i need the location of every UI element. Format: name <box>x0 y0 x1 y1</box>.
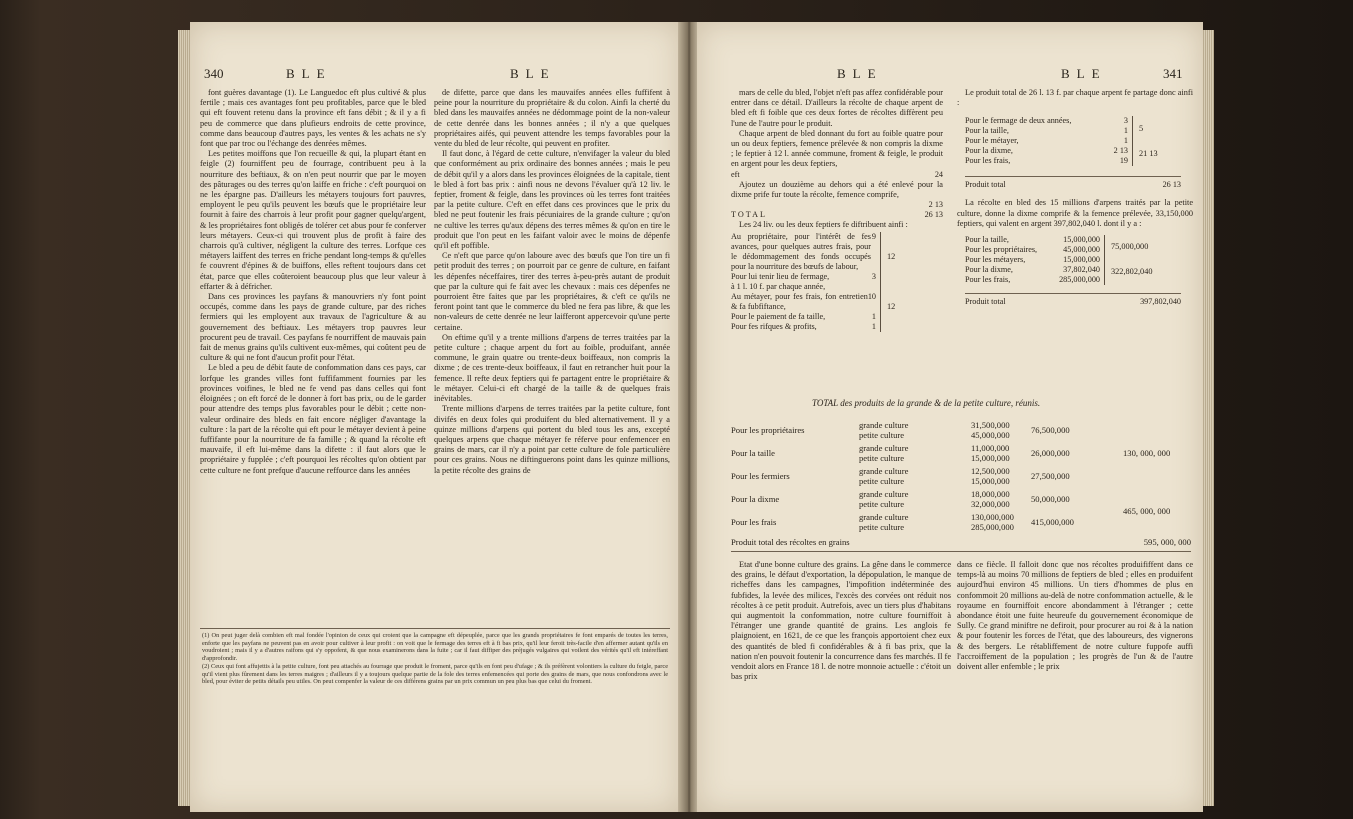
running-head: BLE <box>1061 66 1107 81</box>
text-column-2 <box>434 88 670 648</box>
grande-label: grande culture <box>859 443 909 453</box>
running-head: BLE <box>510 66 556 81</box>
list-value: 2 13 <box>1113 146 1128 156</box>
total-value: 26 13 <box>924 210 943 220</box>
total-label: Produit total <box>965 297 1006 307</box>
petite-value: 32,000,000 <box>971 499 1010 509</box>
paragraph: Il faut donc, à l'égard de cette culture, n'envifager la valeur du bled que conformément au prix ordinaire des bonnes années ; mais le peu de débit qu'il y a alors dans les provinces éloignées de la capitale, tient le bled à fort bas prix : ainfi nous ne devons l'évaluer qu'à 12 liv. le feptier, froment & feigle, dans les provinces où les terres font traitées par la petite culture. C'eft en effet dans ces provinces que le prix du bled ne peut foutenir les frais pécuniaires de la grande culture ; qu'on ne cultive les terres qu'aux dépens des terres mêmes & qu'on en tire le produit que l'on peut en les faifant valoir avec le moins de dépenfe qu'il eft poffible. <box>434 149 670 251</box>
group-sum: 21 13 <box>1139 148 1158 158</box>
list-value: 15,000,000 <box>1063 235 1100 245</box>
paragraph: Les 24 liv. ou les deux feptiers fe diftribuent ainfi : <box>739 220 908 230</box>
millions-list <box>965 235 1193 285</box>
list-value: 37,802,040 <box>1063 265 1100 275</box>
petite-label: petite culture <box>859 476 905 486</box>
table-row <box>731 420 1191 442</box>
total-label: TOTAL <box>731 210 768 220</box>
footnote-rule <box>200 628 670 629</box>
grande-value: 130,000,000 <box>971 512 1014 522</box>
table-final-row <box>731 537 1191 547</box>
total-value: 397,802,040 <box>1140 297 1181 307</box>
text-column-2 <box>957 88 1193 416</box>
list-value: 1 <box>871 312 876 322</box>
petite-label: petite culture <box>859 522 905 532</box>
list-item: Pour la dixme, <box>965 146 1013 156</box>
list-item: Pour les frais, <box>965 156 1011 166</box>
value-line <box>731 200 943 220</box>
total-label: Produit total <box>965 180 1006 190</box>
footnote: (1) On peut juger delà combien eft mal fondée l'opinion de ceux qui croient que la campagne eft dépeuplée, parce que les grands propriétaires fe font emparés de toutes les terres, enforte que les payfans ne peuvent pas en avoir pour cultiver à leur profit : on voit que le fermage des terres eft à fi bas prix, qu'il leur feroit très-facile d'en affermer autant qu'ils en voudroient ; mais il y a d'autres raifons qui s'y oppofent, & que nous examinerons dans la fuite ; car il faut diffiper des préjugés vulgaires qui voilent des vérités qu'il eft intéreffant d'approfondir. <box>202 632 668 663</box>
group-sum: 130, 000, 000 <box>1123 448 1171 458</box>
text-column-1 <box>731 88 943 416</box>
row-label: Pour la taille <box>731 448 775 458</box>
list-item: Pour les frais, <box>965 275 1011 285</box>
list-value: 285,000,000 <box>1059 275 1100 285</box>
list-item: Au métayer, pour fes frais, fon entretien & fa fubfiftance, <box>731 292 868 312</box>
list-value: 45,000,000 <box>1063 245 1100 255</box>
list-item: Pour les métayers, <box>965 255 1026 265</box>
grande-label: grande culture <box>859 489 909 499</box>
list-item: Au propriétaire, pour l'intérêt de fes avances, pour quelques autres frais, pour le dédommagement des fonds occupés pour la nourriture des bœufs de labour, <box>731 232 871 272</box>
paragraph: Ce n'eft que parce qu'on laboure avec des bœufs que l'on tire un fi petit produit des terres ; on pourroit par ce genre de culture, en faifant les dépenfes néceffaires, tirer des terres à-peu-près autant de produit que par la culture qui fe fait avec les chevaux : mais ces dépenfes ne pourroient être faites que par les propriétaires, & c'eft ce qu'ils ne feront point tant que le commerce du bled ne fera pas libre, & que les non-valeurs de cette denrée ne leur laifferont appercevoir qu'une perte certaine. <box>434 251 670 332</box>
page-number: 341 <box>1163 66 1183 81</box>
group-sum: 322,802,040 <box>1111 267 1153 277</box>
grande-label: grande culture <box>859 420 909 430</box>
paragraph: dans ce fiècle. Il falloit donc que nos récoltes produififfent dans ce temps-là au moins 70 millions de feptiers de bled ; elles en produifent aujourd'hui environ 45 millions. Un tiers d'hommes de plus en confommoit 20 millions au-delà de notre confommation actuelle, & le royaume en fourniffoit encore abondamment à l'étranger ; cette abondance étoit une fuite heureufe du gouvernement économique de Sully. Ce grand miniftre ne defiroit, pour procurer au roi & à la nation & pour foutenir les forces de l'état, que des laboureurs, des vignerons & des bergers. Le rétabliffement de notre culture fuppofe auffi l'accroiffement de la population ; les progrès de l'un & de l'autre doivent aller enfemble ; le prix <box>957 560 1193 672</box>
list-item: Pour la taille, <box>965 126 1009 136</box>
paragraph: On eftime qu'il y a trente millions d'arpens de terres traitées par la petite culture ; chaque arpent du fort au foible, produifant, année commune, le grain quatre ou trente-deux boiffeaux, non compris la dixme ; de ces trente-deux boiffeaux, il faut en retrancher huit pour la femence. Il refte deux feptiers qui fe partagent entre le propriétaire & le métayer. Celui-ci eft chargé de la taille & de quelques frais inévitables. <box>434 332 670 404</box>
list-item: Pour la taille, <box>965 235 1009 245</box>
footnote: (2) Ceux qui font affujettis à la petite culture, font peu attachés au fourrage que produit le froment, parce qu'ils en font peu d'ufage ; & ils préfèrent volontiers la culture du feigle, parce qu'il vient plus fûrement dans les terres maigres ; d'ailleurs il y a toujours quelque partie de la fole des terres enfemencées qui porte des grains de mars, que nous confondrons avec le bled, pour éviter de petits détails peu utiles. On peut compenfer la valeur de ces différens grains par un prix commun un peu plus bas que celui du froment. <box>202 662 668 686</box>
row-label: Pour les fermiers <box>731 471 790 481</box>
distribution-list <box>731 232 943 332</box>
footnotes <box>202 632 668 702</box>
petite-label: petite culture <box>859 453 905 463</box>
table-rule <box>731 551 1191 552</box>
list-item: Pour fes rifques & profits, <box>731 322 817 332</box>
group-sum: 12 <box>887 252 896 262</box>
running-head: BLE <box>286 66 332 81</box>
list-item: Pour le paiement de fa taille, <box>731 312 826 322</box>
paragraph: Ajoutez un douzième au dehors qui a été enlevé pour la dixme prife fur toute la récolte, femence comprife, <box>731 179 943 199</box>
value: 2 13 <box>928 200 943 210</box>
paragraph: font guères davantage (1). Le Languedoc eft plus cultivé & plus fertile ; mais ces avantages font peu profitables, parce que le bled qui eft fouvent retenu dans la province eft fans débit ; & il y a fi peu de commerce que dans plufieurs endroits de cette province, comme dans beaucoup d'autres pays, les ventes & les achats ne s'y font que par troc ou l'échange des denrées mêmes. <box>200 88 426 149</box>
list-value: 10 <box>867 292 876 302</box>
list-item: Pour le métayer, <box>965 136 1019 146</box>
row-sum: 27,500,000 <box>1031 471 1070 481</box>
text-column-bottom-1 <box>731 560 951 805</box>
list-value: 3 <box>1123 116 1128 126</box>
petite-value: 15,000,000 <box>971 476 1010 486</box>
table-row <box>731 506 1191 534</box>
list-item: Pour lui tenir lieu de fermage, <box>731 272 830 282</box>
running-head: BLE <box>837 66 883 81</box>
list-item: Pour la dixme, <box>965 265 1013 275</box>
page-number: 340 <box>204 66 224 81</box>
list-value: 3 <box>871 272 876 282</box>
summary-table-title: TOTAL des produits de la grande & de la petite culture, réunis. <box>812 398 1041 408</box>
group-sum: 12 <box>887 302 896 312</box>
list-item: Pour le fermage de deux années, <box>965 116 1072 126</box>
table-row <box>731 466 1191 488</box>
row-sum: 26,000,000 <box>1031 448 1070 458</box>
paragraph: de difette, parce que dans les mauvaifes années elles fuffifent à peine pour la nourriture du propriétaire & du colon. Ainfi la cherté du bled dans les mauvaifes années ne dédommage point de la non-valeur de cette denrée dans les bonnes années ; il n'y a que quelques propriétaires aifés, qui peuvent attendre les temps favorables pour la vente du bled de leur récolte, qui peuvent en profiter. <box>434 88 670 149</box>
grande-value: 31,500,000 <box>971 420 1010 430</box>
row-label: Pour les propriétaires <box>731 425 805 435</box>
paragraph: Le produit total de 26 l. 13 f. par chaque arpent fe partage donc ainfi : <box>957 88 1193 108</box>
total-value: 26 13 <box>1162 180 1181 190</box>
text-column-bottom-2 <box>957 560 1193 805</box>
group-sum: 75,000,000 <box>1111 242 1149 252</box>
paragraph: Chaque arpent de bled donnant du fort au foible quatre pour un ou deux feptiers, femence prélevée & non compris la dixme ; le feptier à 12 l. année commune, froment & feigle, le produit en argent pour les deux feptiers, <box>731 128 943 169</box>
grande-value: 12,500,000 <box>971 466 1010 476</box>
paragraph: mars de celle du bled, l'objet n'eft pas affez confidérable pour entrer dans ce détail. D'ailleurs la récolte de chaque arpent de bled eft fi foible que ces deux fortes de récoltes diffèrent peu l'une de l'autre pour le produit. <box>731 88 943 128</box>
text-column-1 <box>200 88 426 648</box>
row-sum: 50,000,000 <box>1031 494 1070 504</box>
group-sum: 5 <box>1139 123 1144 133</box>
paragraph: Dans ces provinces les payfans & manouvriers n'y font point occupés, comme dans les pays de grande culture, par des riches fermiers qui les employent aux travaux de l'agriculture & au gouvernement des beftiaux. Les métayers trop pauvres leur procurent peu de travail. Ces payfans fe nourriffent de mauvais pain fait de menus grains qu'ils cultivent eux-mêmes, qui coûtent peu de culture & qui ne font d'aucun profit pour l'état. <box>200 292 426 363</box>
row-label: Pour les frais <box>731 517 777 527</box>
value-line <box>731 170 943 180</box>
value-label: eft <box>731 169 740 179</box>
petite-value: 15,000,000 <box>971 453 1010 463</box>
list-value: 1 <box>1123 126 1128 136</box>
row-sum: 415,000,000 <box>1031 517 1074 527</box>
list-value: 15,000,000 <box>1063 255 1100 265</box>
paragraph: Le bled a peu de débit faute de confommation dans ces pays, car lorfque les grandes villes font fuffifamment fournies par les provinces voifines, le bled ne fe vend pas dans celles qui font éloignées ; on eft forcé de le donner à fort bas prix, ou de le garder pour attendre des temps plus favorables pour le débit ; cette non-valeur ordinaire des bleds en fait encore négliger d'avantage la culture : la part de la récolte qui eft pour le métayer devient à peine fuffifante pour la nourriture de fa famille ; & quand la récolte eft mauvaife, il eft lui-même dans la difette : il faut alors que le propriétaire y fupplée ; c'eft pourquoi les récoltes qu'on obtient par cette culture ne font prefque d'aucune reffource dans les années <box>200 363 426 475</box>
paragraph: Etat d'une bonne culture des grains. La gêne dans le commerce des grains, le défaut d'exportation, la dépopulation, le manque de richeffes dans les campagnes, l'impofition indéterminée des fubfides, la levée des milices, l'excès des corvées ont réduit nos récoltes à ce petit produit. Autrefois, avec un tiers plus d'habitans qui augmentoit la confommation, notre culture fourniffoit à l'étranger une grande quantité de grains. Les anglois fe plaignoient, en 1621, de ce que les françois apportoient chez eux des quantités de bled fi confidérables & à fi bas prix, que la nation n'en pouvoit foutenir la concurrence dans fes marchés. Il fe vendoit alors en France 18 l. de notre monnoie actuelle : c'étoit un bas prix <box>731 560 951 682</box>
list-item: à 1 l. 10 f. par chaque année, <box>731 282 826 292</box>
petite-value: 285,000,000 <box>971 522 1014 532</box>
list-value: 1 <box>1123 136 1128 146</box>
final-value: 595, 000, 000 <box>1143 537 1191 547</box>
petite-value: 45,000,000 <box>971 430 1010 440</box>
paragraph: Trente millions d'arpens de terres traitées par la petite culture, font divifés en deux foles qui produifent du bled alternativement. Il y a quinze millions d'arpens qui portent du bled tous les ans, excepté quelques arpens que chaque métayer fe réferve pour enfemencer en grains de mars, car il n'y a point par cette culture de fole particulière pour ces grains. Nous ne diftinguerons point dans les quinze millions, la petite récolte des grains de <box>434 404 670 475</box>
row-label: Pour la dixme <box>731 494 780 504</box>
grande-label: grande culture <box>859 466 909 476</box>
table-row <box>731 443 1191 465</box>
paragraph: Les petites moiffons que l'on recueille & qui, la plupart étant en feigle (2) fourniffent peu de fourrage, contribuent peu à la nourriture des beftiaux, & on n'en peut nourrir que par le moyen des pâturages ou des terres qu'on laiffe en friche : c'eft pourquoi on ne les épargne pas. D'ailleurs les métayers toujours fort pauvres, employent le peu qu'ils peuvent les bœufs que le propriétaire leur fournit à faire des charrois à leur profit pour gagner quelqu'argent, & les propriétaires font obligés de tolérer cet abus pour fe conferver leurs métayers. Ceux-ci qui trouvent plus de profit à faire des charrois qu'à cultiver, négligent la culture des terres. Lorfque ces métayers laiffent des terres en friche pendant long-temps & qu'elles fe couvrent d'épines & de buiffons, elles reftent toujours dans cet état, parce que elles coûteroient beaucoup plus que leur valeur à effarter & à défricher. <box>200 149 426 291</box>
paragraph: La récolte en bled des 15 millions d'arpens traités par la petite culture, donne la dixme comprife & la femence prélevée, 33,150,000 feptiers, qui valent en argent 397,802,040 l. dont il y a : <box>957 198 1193 228</box>
left-page <box>190 22 680 812</box>
petite-label: petite culture <box>859 430 905 440</box>
value: 24 <box>934 169 943 179</box>
grande-label: grande culture <box>859 512 909 522</box>
table-row <box>731 489 1191 511</box>
list-value: 9 <box>871 232 876 242</box>
group-sum: 465, 000, 000 <box>1123 506 1171 516</box>
grande-value: 18,000,000 <box>971 489 1010 499</box>
row-sum: 76,500,000 <box>1031 425 1070 435</box>
partage-list <box>965 116 1193 166</box>
list-value: 19 <box>1119 156 1128 166</box>
grande-value: 11,000,000 <box>971 443 1010 453</box>
list-item: Pour les propriétaires, <box>965 245 1038 255</box>
petite-label: petite culture <box>859 499 905 509</box>
final-label: Produit total des récoltes en grains <box>731 537 850 547</box>
list-value: 1 <box>871 322 876 332</box>
